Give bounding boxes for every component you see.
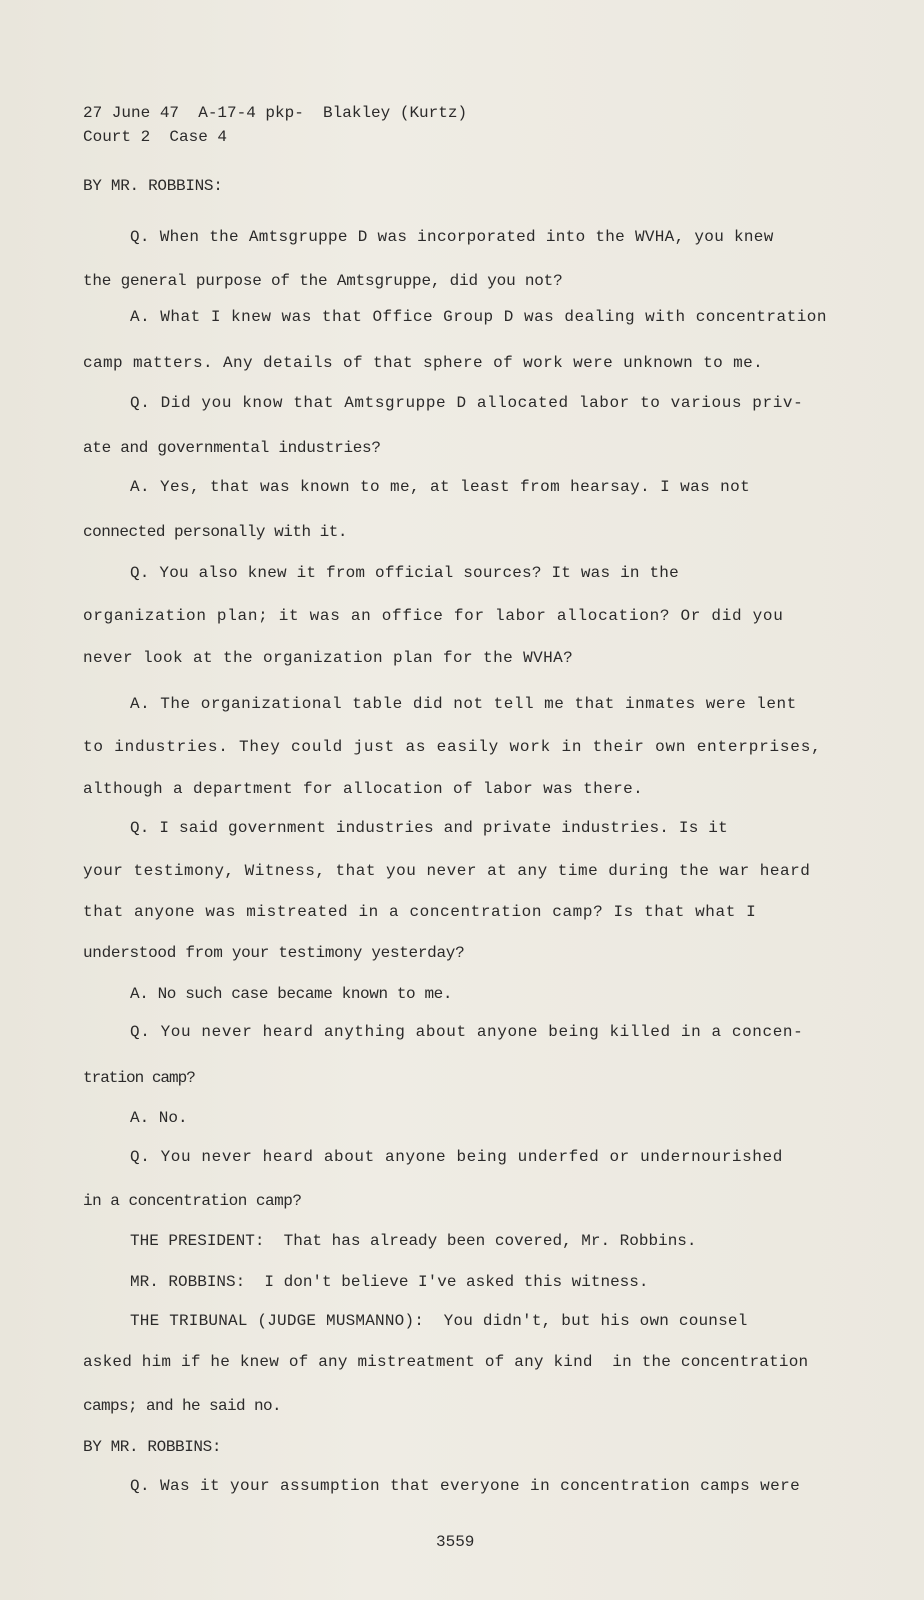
transcript-line: Q. Was it your assumption that everyone in concentration camps were (130, 1477, 801, 1495)
transcript-line: Q. When the Amtsgruppe D was incorporated into the WVHA, you knew (130, 228, 774, 246)
header-line-2: Court 2 Case 4 (83, 128, 228, 146)
transcript-line: MR. ROBBINS: I don't believe I've asked this witness. (130, 1273, 649, 1291)
transcript-line: THE PRESIDENT: That has already been covered, Mr. Robbins. (130, 1232, 697, 1250)
transcript-line: Q. You also knew it from official sources? It was in the (130, 564, 679, 582)
transcript-line: Q. I said government industries and private industries. Is it (130, 819, 728, 837)
transcript-line: connected personally with it. (83, 523, 347, 541)
transcript-line: A. Yes, that was known to me, at least from hearsay. I was not (130, 478, 751, 496)
transcript-line: although a department for allocation of labor was there. (83, 780, 644, 798)
transcript-line: A. What I knew was that Office Group D was dealing with concentration (130, 308, 828, 326)
header-line-1: 27 June 47 A-17-4 pkp- Blakley (Kurtz) (83, 104, 468, 122)
transcript-line: tration camp? (83, 1069, 195, 1087)
transcript-line: BY MR. ROBBINS: (83, 177, 223, 195)
transcript-line: understood from your testimony yesterday? (83, 944, 465, 962)
transcript-line: A. No. (130, 1109, 188, 1127)
transcript-line: A. The organizational table did not tell me that inmates were lent (130, 695, 797, 713)
transcript-line: camps; and he said no. (83, 1397, 282, 1415)
transcript-line: your testimony, Witness, that you never at any time during the war heard (83, 862, 811, 880)
transcript-line: Q. Did you know that Amtsgruppe D allocated labor to various priv- (130, 394, 804, 412)
transcript-line: asked him if he knew of any mistreatment of any kind in the concentration (83, 1353, 809, 1371)
transcript-line: camp matters. Any details of that sphere of work were unknown to me. (83, 354, 764, 372)
transcript-line: A. No such case became known to me. (130, 985, 453, 1003)
transcript-line: to industries. They could just as easily work in their own enterprises, (83, 738, 822, 756)
transcript-line: in a concentration camp? (83, 1192, 302, 1210)
transcript-line: that anyone was mistreated in a concentration camp? Is that what I (83, 903, 757, 921)
transcript-line: ate and governmental industries? (83, 439, 381, 457)
transcript-line: BY MR. ROBBINS: (83, 1438, 222, 1456)
transcript-line: Q. You never heard anything about anyone being killed in a concen- (130, 1023, 804, 1041)
transcript-line: organization plan; it was an office for labor allocation? Or did you (83, 607, 784, 625)
page-number: 3559 (436, 1533, 475, 1551)
transcript-line: THE TRIBUNAL (JUDGE MUSMANNO): You didn't, but his own counsel (130, 1312, 748, 1330)
transcript-line: the general purpose of the Amtsgruppe, did you not? (83, 272, 563, 290)
transcript-line: never look at the organization plan for the WVHA? (83, 649, 574, 667)
transcript-line: Q. You never heard about anyone being underfed or undernourished (130, 1148, 783, 1166)
